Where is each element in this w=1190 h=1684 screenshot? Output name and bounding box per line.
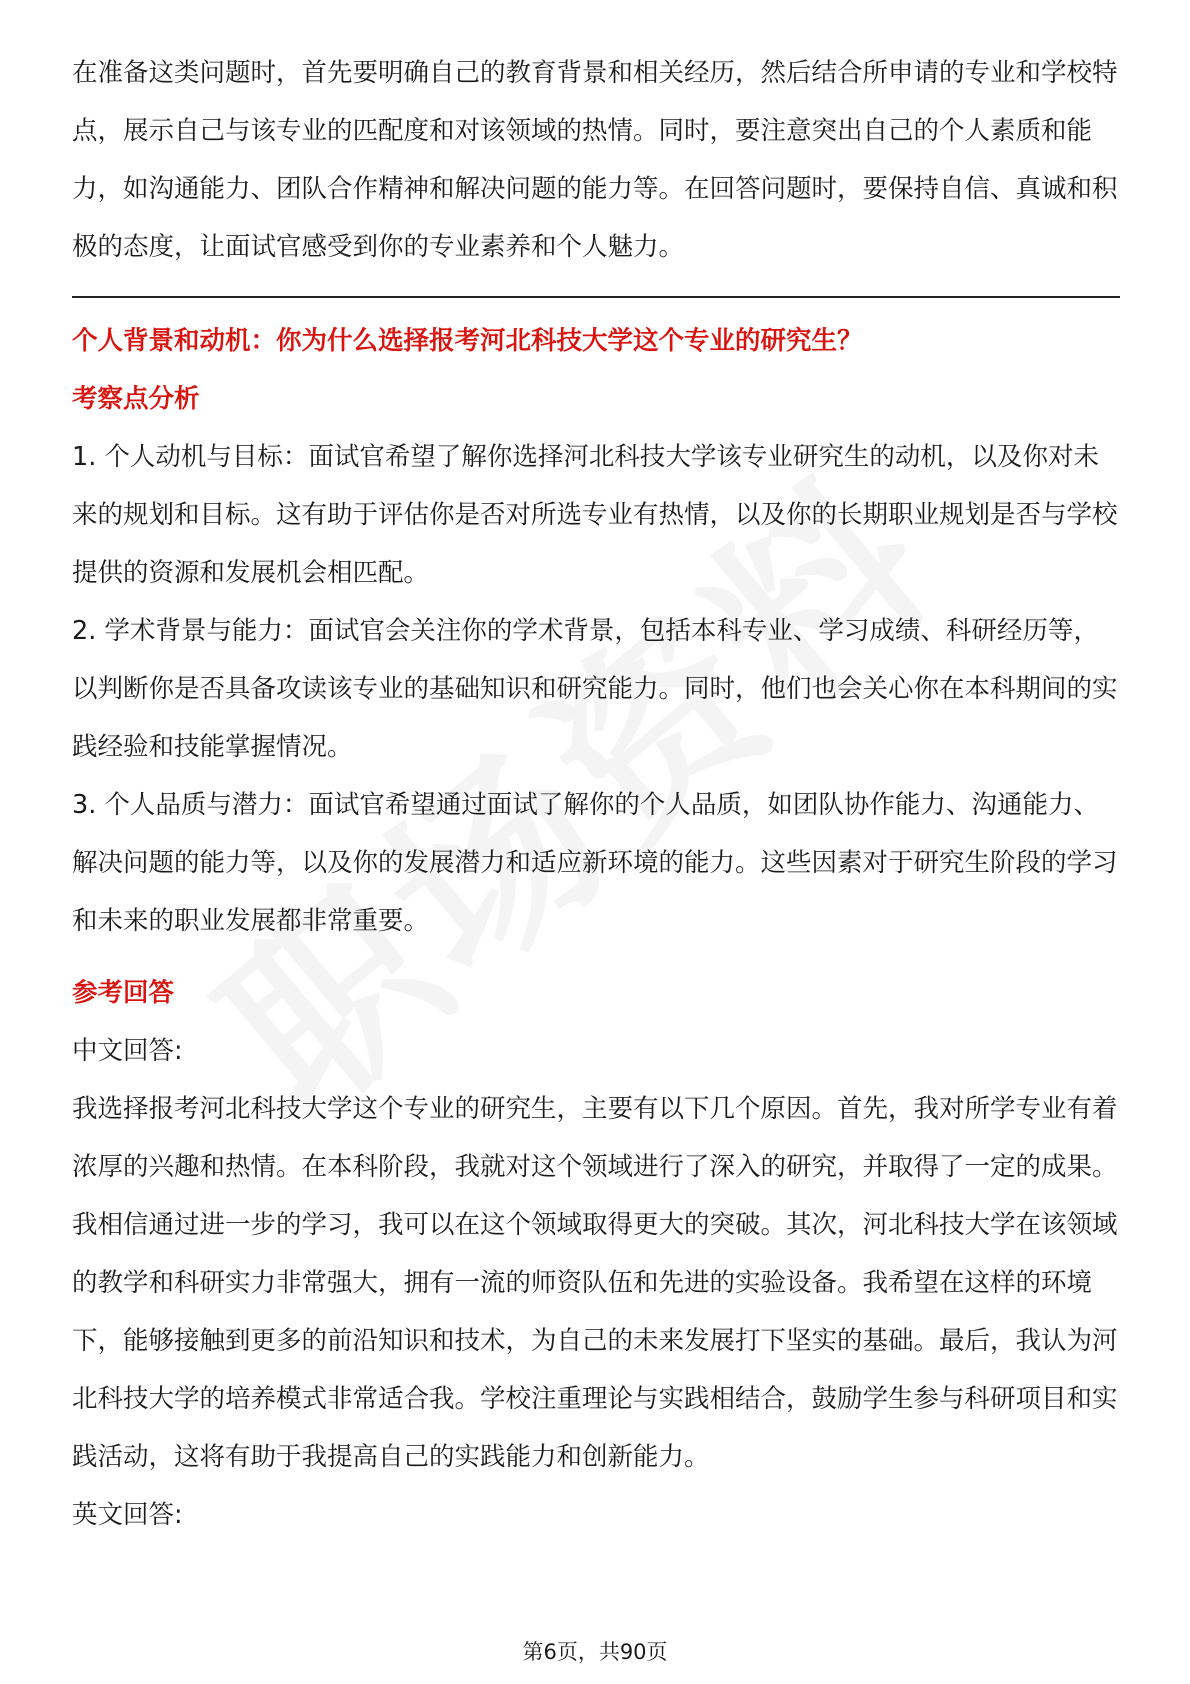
chinese-answer: 我选择报考河北科技大学这个专业的研究生，主要有以下几个原因。首先，我对所学专业有着浓厚的兴趣和热情。在本科阶段，我就对这个领域进行了深入的研究，并取得了一定的成果。我相信通过进一步的学习，我可以在这个领域取得更大的突破。其次，河北科技大学在该领域的教学和科研实力非常强大，拥有一流的师资队伍和先进的实验设备。我希望在这样的环境下，能够接触到更多的前沿知识和技术，为自己的未来发展打下坚实的基础。最后，我认为河北科技大学的培养模式非常适合我。学校注重理论与实践相结合，鼓励学生参与科研项目和实践活动，这将有助于我提高自己的实践能力和创新能力。 (72, 1094, 1118, 1472)
chinese-answer-label: 中文回答: (72, 1036, 183, 1066)
section-divider (72, 296, 1120, 298)
page-footer: 第6页，共90页 (522, 1640, 668, 1664)
analysis-point-3: 3. 个人品质与潜力：面试官希望通过面试了解你的个人品质，如团队协作能力、沟通能力、解决问题的能力等，以及你的发展潜力和适应新环境的能力。这些因素对于研究生阶段的学习和未来的职业发展都非常重要。 (72, 790, 1118, 936)
intro-paragraph: 在准备这类问题时，首先要明确自己的教育背景和相关经历，然后结合所申请的专业和学校特点，展示自己与该专业的匹配度和对该领域的热情。同时，要注意突出自己的个人素质和能力，如沟通能力、团队合作精神和解决问题的能力等。在回答问题时，要保持自信、真诚和积极的态度，让面试官感受到你的专业素养和个人魅力。 (72, 58, 1118, 262)
analysis-heading: 考察点分析 (72, 384, 200, 414)
analysis-point-1: 1. 个人动机与目标：面试官希望了解你选择河北科技大学该专业研究生的动机，以及你对未来的规划和目标。这有助于评估你是否对所选专业有热情，以及你的长期职业规划是否与学校提供的资源和发展机会相匹配。 (72, 442, 1118, 588)
reference-heading: 参考回答 (72, 978, 175, 1008)
analysis-point-2: 2. 学术背景与能力：面试官会关注你的学术背景，包括本科专业、学习成绩、科研经历等，以判断你是否具备攻读该专业的基础知识和研究能力。同时，他们也会关心你在本科期间的实践经验和技能掌握情况。 (72, 616, 1118, 762)
question-heading: 个人背景和动机：你为什么选择报考河北科技大学这个专业的研究生？ (72, 326, 863, 356)
english-answer-label: 英文回答: (72, 1500, 183, 1530)
page-content (72, 44, 1120, 1544)
